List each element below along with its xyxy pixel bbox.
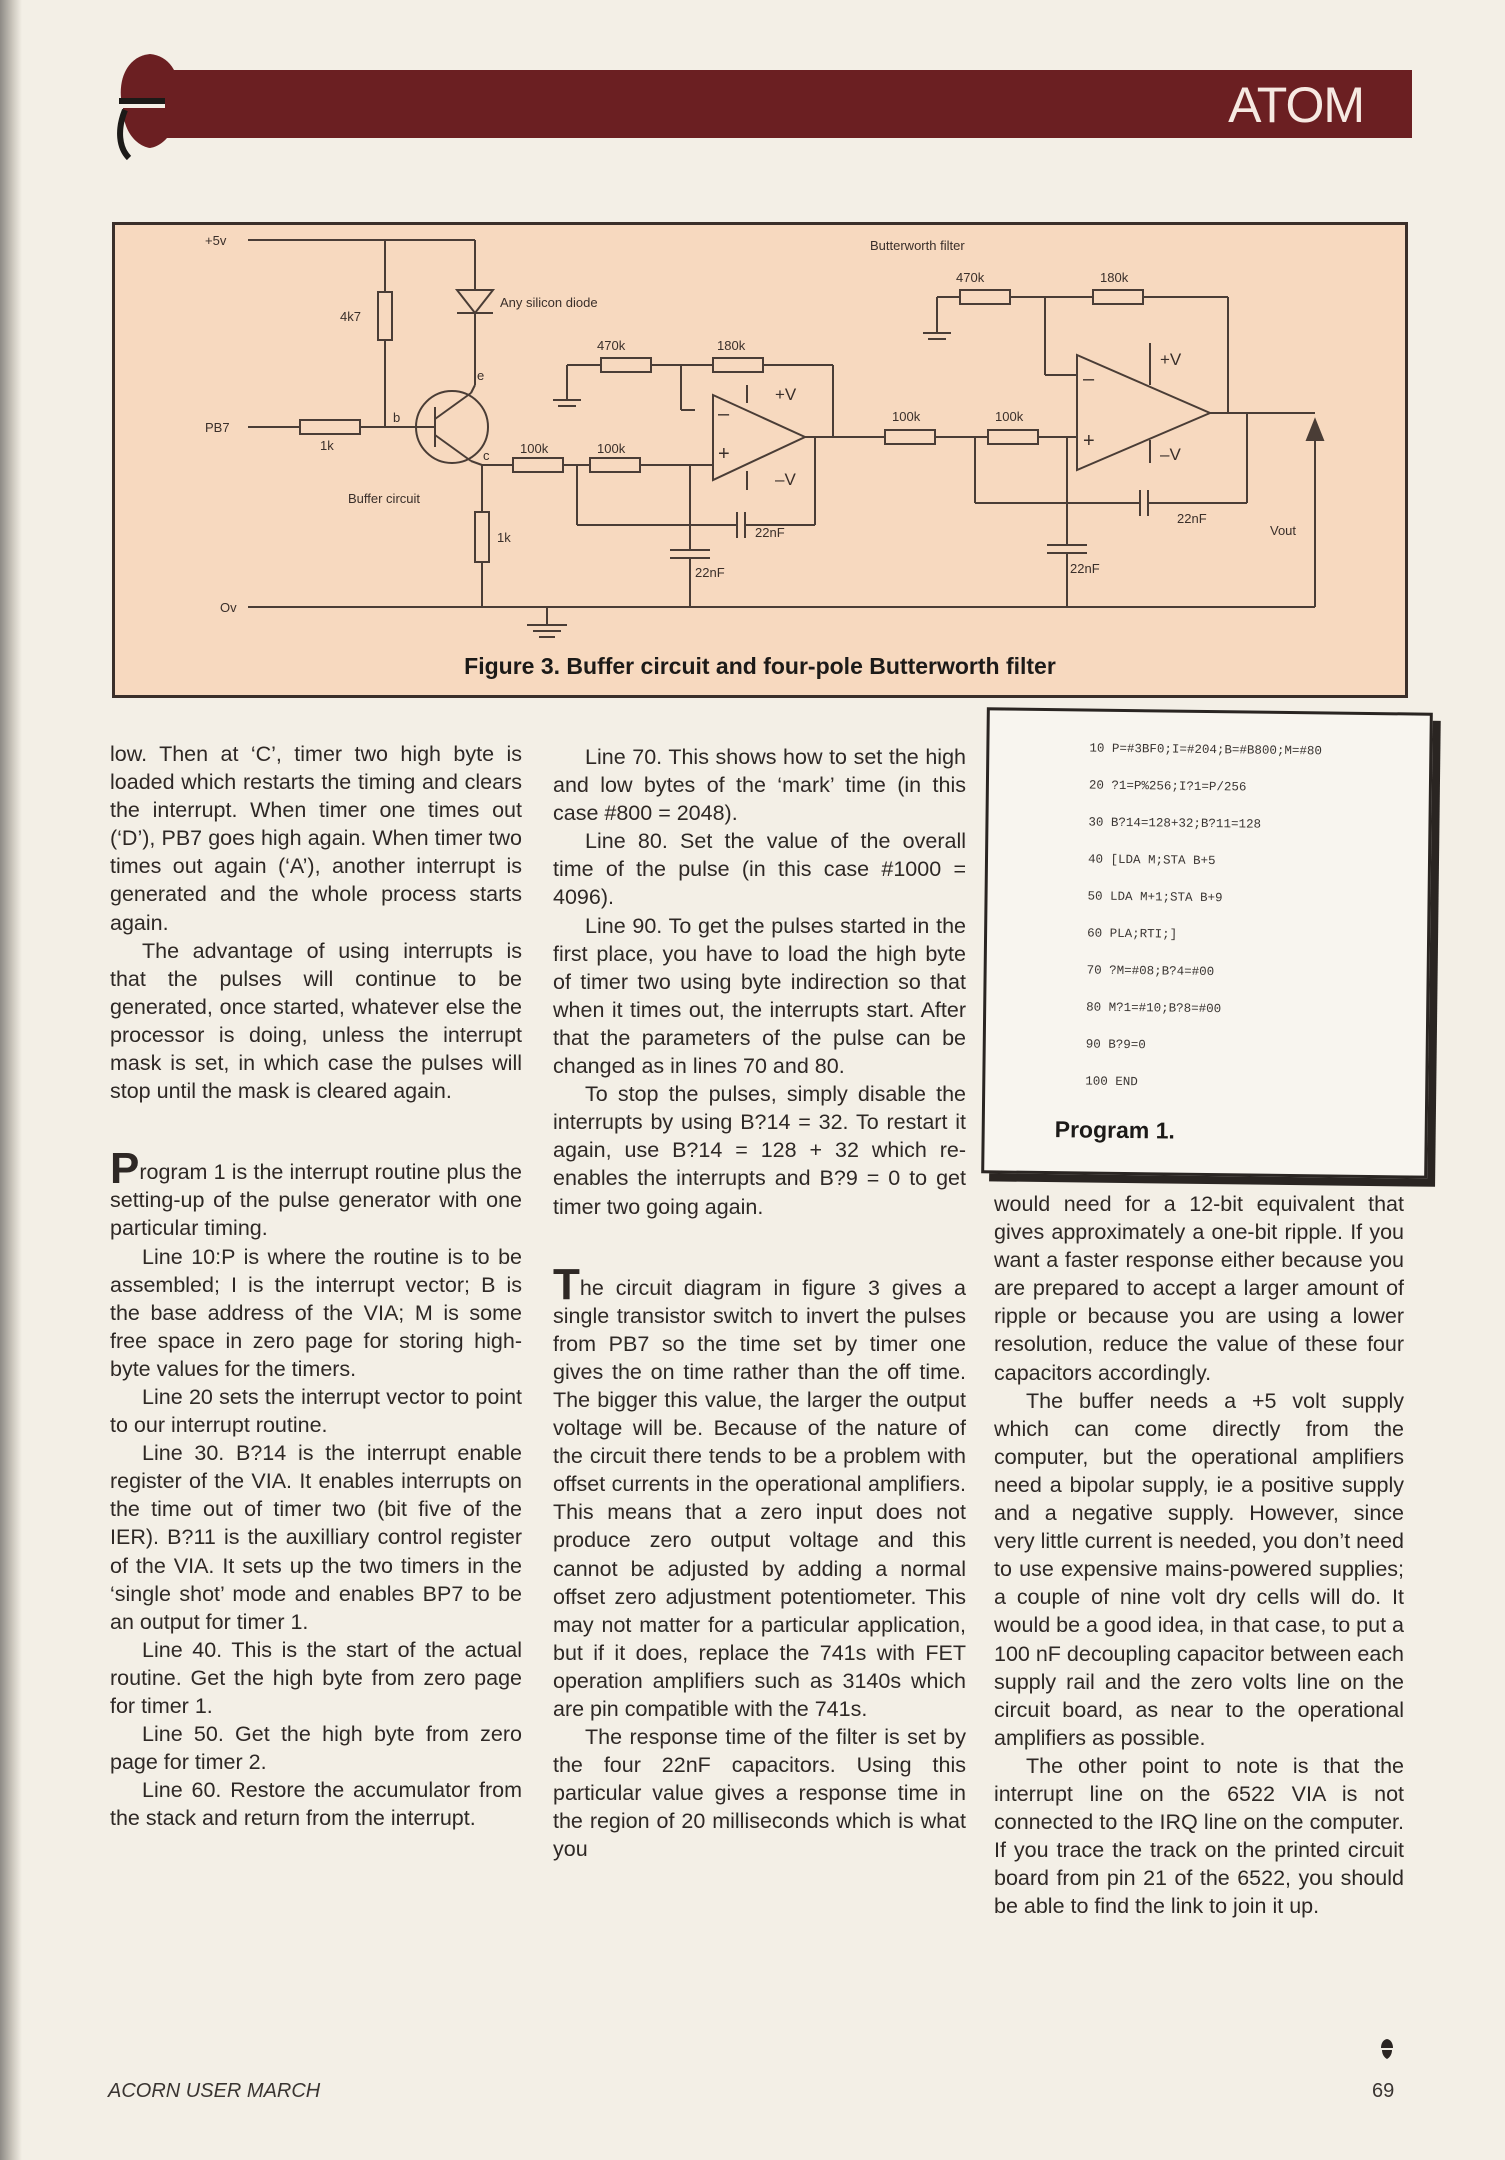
program-line: 20 ?1=P%256;I?1=P/256 — [1088, 778, 1247, 795]
opamp2-plus: + — [1083, 430, 1095, 452]
label-plus5v: +5v — [205, 233, 227, 248]
circuit-diagram — [115, 225, 1405, 695]
label-470k-1: 470k — [597, 338, 626, 353]
paragraph-text: rogram 1 is the interrupt routine plus the setting-up of the pulse generator with one particular timing. — [110, 1160, 522, 1241]
end-of-article-acorn-icon — [1380, 2038, 1394, 2060]
program-line: 10 P=#3BF0;I=#204;B=#B800;M=#80 — [1089, 741, 1322, 759]
program-line: 50 LDA M+1;STA B+9 — [1087, 889, 1223, 906]
program-line: 100 END — [1085, 1074, 1138, 1090]
paragraph: The other point to note is that the interrupt line on the 6522 VIA is not connected to the IRQ line on the computer. If you trace the track on the printed circuit board from pin 21 of the 6522, you should be able to find the link to join it up. — [994, 1753, 1404, 1919]
circuit-figure — [112, 222, 1408, 698]
label-100k-1: 100k — [520, 441, 549, 456]
paragraph: To stop the pulses, simply disable the interrupts by using B?14 = 32. To restart it again, use B?14 = 128 + 32 which re-enables the interrupts and B?9 = 0 to get timer two going again. — [553, 1082, 966, 1219]
label-pb7: PB7 — [205, 420, 230, 435]
paragraph: Line 80. Set the value of the overall time of the pulse (in this case #1000 = 4096). — [553, 829, 966, 910]
label-minus-v-1: –V — [775, 470, 796, 489]
label-e: e — [477, 368, 485, 383]
page-number: 69 — [1372, 2080, 1395, 2102]
section-title: ATOM — [1228, 77, 1364, 133]
label-butterworth: Butterworth filter — [870, 238, 965, 253]
drop-cap: P — [110, 1144, 140, 1194]
text-column-3 — [994, 1190, 1404, 1920]
label-22nf-2: 22nF — [695, 565, 725, 580]
paragraph: low. Then at ‘C’, timer two high byte is loaded which restarts the timing and clears the interrupt. When timer one times out (‘D’), PB7 goes high again. When timer two times out again (‘A’), another interrupt is generated and the whole process starts again. — [110, 742, 522, 935]
program-line: 70 ?M=#08;B?4=#00 — [1086, 963, 1215, 980]
paragraph: The buffer needs a +5 volt supply which can come directly from the computer, but the operational amplifiers need a bipolar supply, ie a positive supply and a negative supply. However, since very little current is needed, you don’t need to use expensive mains-powered supplies; a couple of nine volt dry cells will do. It would be a good idea, in that case, to put a 100 nF decoupling capacitor between each supply rail and the zero volts line on the circuit board, as near to the operational amplifiers as possible. — [994, 1388, 1404, 1750]
paragraph: Line 70. This shows how to set the high and low bytes of the ‘mark’ time (in this case #800 = 2048). — [553, 745, 966, 826]
opamp1-minus: – — [718, 403, 730, 425]
label-100k-4: 100k — [995, 409, 1024, 424]
label-180k-1: 180k — [717, 338, 746, 353]
drop-cap: T — [553, 1259, 580, 1309]
label-22nf-1: 22nF — [755, 525, 785, 540]
paragraph-dropcap — [553, 1259, 966, 1724]
label-plus-v-1: +V — [775, 385, 797, 404]
paragraph-text: he circuit diagram in figure 3 gives a single transistor switch to invert the pulses from PB7 so the time set by timer one gives the on time rather than the off time. The bigger this value, the larger the output voltage will be. Because of the nature of the circuit there tends to be a problem with offset currents in the operational amplifiers. This means that a zero input does not produce zero output voltage and this cannot be adjusted by adding a normal offset zero adjustment potentiometer. This may not matter for a particular application, but if it does, replace the 741s with FET operation amplifiers such as 3140s which are pin compatible with the 741s. — [553, 1275, 966, 1721]
program-line: 60 PLA;RTI;] — [1087, 926, 1178, 942]
opamp1-plus: + — [718, 443, 730, 465]
label-470k-2: 470k — [956, 270, 985, 285]
paragraph: Line 60. Restore the accumulator from the stack and return from the interrupt. — [110, 1778, 522, 1831]
program-line: 90 B?9=0 — [1085, 1037, 1146, 1053]
paragraph-dropcap — [110, 1144, 522, 1242]
figure-caption: Figure 3. Buffer circuit and four-pole Butterworth filter — [464, 653, 1056, 679]
text-column-1 — [110, 740, 522, 1832]
label-diode: Any silicon diode — [500, 295, 598, 310]
paragraph: Line 50. Get the high byte from zero page for timer 2. — [110, 1722, 522, 1775]
program-line: 80 M?1=#10;B?8=#00 — [1086, 1000, 1222, 1017]
paragraph: would need for a 12-bit equivalent that gives approximately a one-bit ripple. If you want a faster response either because you are prepared to accept a larger amount of ripple or because you are using a lower resolution, reduce the value of these four capacitors accordingly. — [994, 1192, 1404, 1385]
label-22nf-3: 22nF — [1177, 511, 1207, 526]
paragraph: The advantage of using interrupts is that the pulses will continue to be generated, once started, whatever else the processor is doing, unless the interrupt mask is set, in which case the pulses will stop until the mask is cleared again. — [110, 938, 522, 1104]
paragraph: Line 20 sets the interrupt vector to point to our interrupt routine. — [110, 1384, 522, 1438]
section-banner — [165, 70, 1412, 138]
program-caption: Program 1. — [1054, 1116, 1176, 1144]
program-listing-box — [981, 707, 1433, 1178]
paragraph: The response time of the filter is set by the four 22nF capacitors. Using this particular value gives a response time in the region of 20 milliseconds which is what you — [553, 1725, 966, 1862]
text-column-2 — [553, 743, 966, 1864]
label-ov: Ov — [220, 600, 237, 615]
label-buffer-circuit: Buffer circuit — [348, 491, 421, 506]
label-1k-collector: 1k — [497, 530, 511, 545]
label-c: c — [483, 448, 490, 463]
label-4k7: 4k7 — [340, 309, 361, 324]
program-line: 30 B?14=128+32;B?11=128 — [1088, 815, 1262, 832]
label-100k-3: 100k — [892, 409, 921, 424]
label-minus-v-2: –V — [1160, 445, 1181, 464]
label-vout: Vout — [1270, 523, 1297, 538]
label-plus-v-2: +V — [1160, 350, 1182, 369]
program-line: 40 [LDA M;STA B+5 — [1087, 852, 1216, 869]
label-180k-2: 180k — [1100, 270, 1129, 285]
paragraph: Line 10:P is where the routine is to be assembled; I is the interrupt vector; B is the base address of the VIA; M is some free space in zero page for storing high-byte values for the timers. — [110, 1244, 522, 1381]
paragraph: Line 90. To get the pulses started in the first place, you have to load the high byte of timer two using byte indirection so that when it times out, the interrupts start. After that the parameters of the pulse can be changed as in lines 70 and 80. — [553, 913, 966, 1079]
magazine-footer: ACORN USER MARCH — [108, 2080, 321, 2102]
paragraph: Line 40. This is the start of the actual routine. Get the high byte from zero page for timer 1. — [110, 1637, 522, 1718]
label-100k-2: 100k — [597, 441, 626, 456]
label-22nf-4: 22nF — [1070, 561, 1100, 576]
opamp2-minus: – — [1083, 368, 1095, 390]
label-1k-base: 1k — [320, 438, 334, 453]
label-b: b — [393, 410, 401, 425]
paragraph: Line 30. B?14 is the interrupt enable register of the VIA. It enables interrupts on the time out of timer two (bit five of the IER). B?11 is the auxilliary control register of the VIA. It sets up the two timers in the ‘single shot’ mode and enables BP7 to be an output for timer 1. — [110, 1441, 522, 1634]
page-spine-shadow — [0, 0, 22, 2160]
